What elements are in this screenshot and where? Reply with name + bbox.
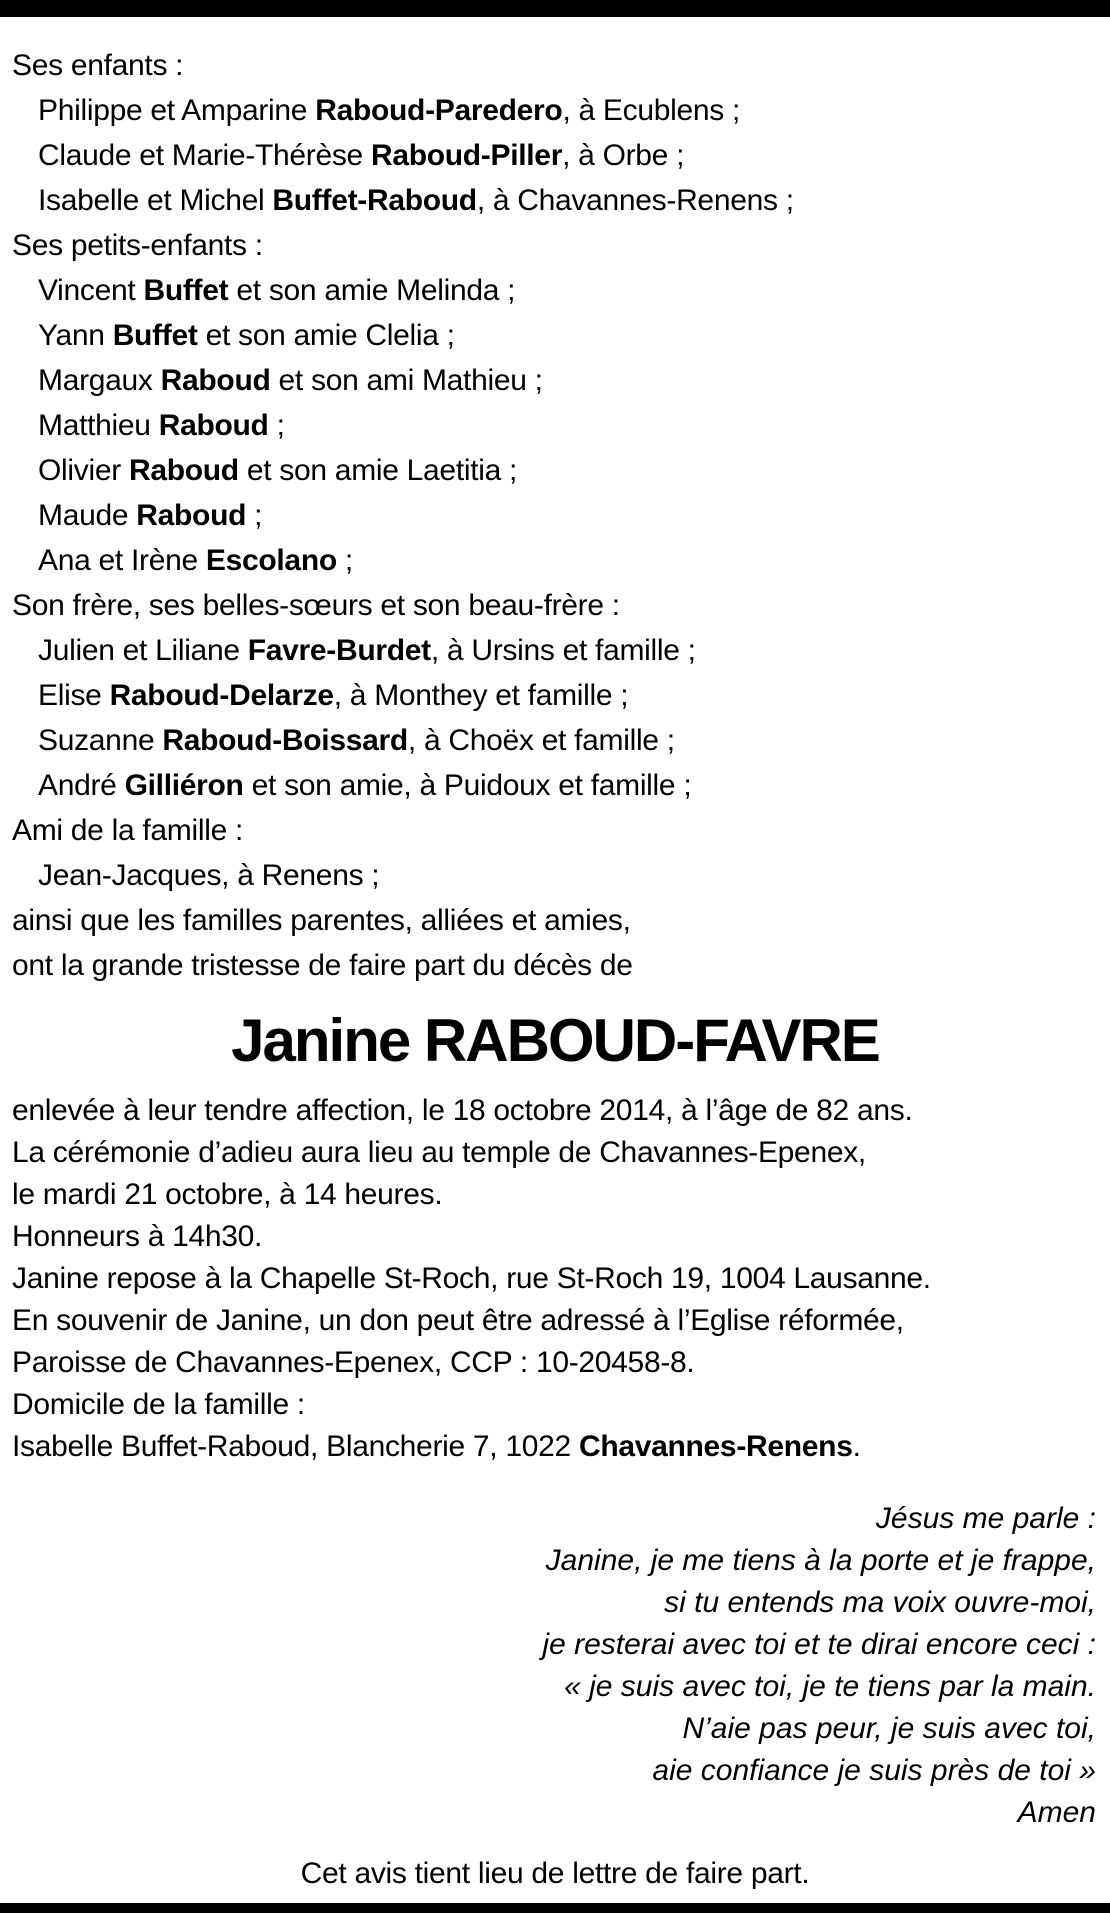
text-segment: et son amie Laetitia ; <box>238 454 518 487</box>
text-segment: , à Choëx et famille ; <box>407 724 675 757</box>
text-segment: et son ami Mathieu ; <box>270 364 543 397</box>
text-segment: Isabelle et Michel <box>38 184 273 217</box>
text-segment: . <box>852 1430 861 1463</box>
text-segment: Son frère, ses belles-sœurs et son beau-frère : <box>12 589 620 622</box>
text-segment: Julien et Liliane <box>38 634 248 667</box>
bottom-border-bar <box>0 1903 1110 1913</box>
detail-line <box>12 1342 1098 1384</box>
family-line <box>12 88 1098 133</box>
surname-bold: Buffet <box>112 319 198 352</box>
text-segment: « je suis avec toi, je te tiens par la main. <box>564 1670 1096 1703</box>
text-segment: le mardi 21 octobre, à 14 heures. <box>12 1178 443 1211</box>
text-segment: Ana et Irène <box>38 544 206 577</box>
text-segment: , à Ursins et famille ; <box>430 634 696 667</box>
text-segment: Ami de la famille : <box>12 814 244 847</box>
detail-line <box>12 1426 1098 1468</box>
family-line <box>12 538 1098 583</box>
deceased-name-title: Janine RABOUD-FAVRE <box>231 1007 879 1074</box>
quote-line <box>12 1498 1096 1540</box>
quote-line <box>12 1666 1096 1708</box>
text-segment: Domicile de la famille : <box>12 1388 305 1421</box>
quote-line <box>12 1792 1096 1834</box>
text-segment: ; <box>246 499 263 532</box>
surname-bold: Raboud <box>136 499 247 532</box>
detail-line <box>12 1132 1098 1174</box>
text-segment: Ses enfants : <box>12 49 184 82</box>
text-segment: Philippe et Amparine <box>38 94 316 127</box>
surname-bold: Buffet <box>143 274 229 307</box>
surname-bold: Raboud <box>160 364 271 397</box>
family-line <box>12 763 1098 808</box>
text-segment: aie confiance je suis près de toi » <box>652 1754 1096 1787</box>
family-line <box>12 673 1098 718</box>
text-segment: , à Monthey et famille ; <box>333 679 629 712</box>
text-segment: Jésus me parle : <box>875 1502 1096 1535</box>
family-line <box>12 133 1098 178</box>
quote-line <box>12 1708 1096 1750</box>
detail-line <box>12 1300 1098 1342</box>
family-line <box>12 493 1098 538</box>
family-line <box>12 583 1098 628</box>
text-segment: Amen <box>1017 1796 1096 1829</box>
surname-bold: Raboud-Piller <box>370 139 563 172</box>
text-segment: ; <box>268 409 285 442</box>
text-segment: Suzanne <box>38 724 163 757</box>
text-segment: Elise <box>38 679 110 712</box>
detail-line <box>12 1258 1098 1300</box>
text-segment: En souvenir de Janine, un don peut être adressé à l’Eglise réformée, <box>12 1304 904 1337</box>
family-line <box>12 313 1098 358</box>
detail-line <box>12 1384 1098 1426</box>
family-list <box>12 43 1098 988</box>
text-segment: Claude et Marie-Thérèse <box>38 139 371 172</box>
text-segment: Janine, je me tiens à la porte et je frappe, <box>545 1544 1096 1577</box>
surname-bold: Gilliéron <box>124 769 244 802</box>
surname-bold: Chavannes-Renens <box>578 1430 853 1463</box>
detail-line <box>12 1090 1098 1132</box>
text-segment: ont la grande tristesse de faire part du décès de <box>12 949 633 982</box>
text-segment: Jean-Jacques, à Renens ; <box>38 859 380 892</box>
family-line <box>12 403 1098 448</box>
family-line <box>12 628 1098 673</box>
family-line <box>12 43 1098 88</box>
text-segment: et son amie, à Puidoux et famille ; <box>243 769 692 802</box>
text-segment: La cérémonie d’adieu aura lieu au temple de Chavannes-Epenex, <box>12 1136 866 1169</box>
detail-line <box>12 1174 1098 1216</box>
text-segment: , à Orbe ; <box>562 139 685 172</box>
text-segment: Yann <box>38 319 113 352</box>
family-line <box>12 853 1098 898</box>
quote-line <box>12 1540 1096 1582</box>
family-line <box>12 358 1098 403</box>
text-segment: Margaux <box>38 364 161 397</box>
top-border-bar <box>0 0 1110 17</box>
surname-bold: Escolano <box>205 544 337 577</box>
text-segment: , à Ecublens ; <box>562 94 741 127</box>
text-segment: Isabelle Buffet-Raboud, Blancherie 7, 1022 <box>12 1430 579 1463</box>
family-line <box>12 808 1098 853</box>
closing-notice: Cet avis tient lieu de lettre de faire part. <box>300 1857 810 1890</box>
memorial-quote <box>12 1498 1098 1834</box>
text-segment: Olivier <box>38 454 129 487</box>
family-line <box>12 898 1098 943</box>
text-segment: et son amie Clelia ; <box>197 319 455 352</box>
family-line <box>12 268 1098 313</box>
text-segment: ainsi que les familles parentes, alliées et amies, <box>12 904 631 937</box>
text-segment: si tu entends ma voix ouvre-moi, <box>664 1586 1096 1619</box>
surname-bold: Buffet-Raboud <box>272 184 477 217</box>
surname-bold: Favre-Burdet <box>247 634 431 667</box>
family-line <box>12 223 1098 268</box>
text-segment: Vincent <box>38 274 144 307</box>
quote-line <box>12 1582 1096 1624</box>
surname-bold: Raboud-Paredero <box>315 94 563 127</box>
text-segment: Honneurs à 14h30. <box>12 1220 263 1253</box>
text-segment: Paroisse de Chavannes-Epenex, CCP : 10-20458-8. <box>12 1346 695 1379</box>
surname-bold: Raboud <box>158 409 269 442</box>
obituary-content <box>0 17 1110 1892</box>
text-segment: Maude <box>38 499 137 532</box>
quote-line <box>12 1750 1096 1792</box>
text-segment: ; <box>336 544 353 577</box>
text-segment: je resterai avec toi et te dirai encore ceci : <box>542 1628 1096 1661</box>
text-segment: Ses petits-enfants : <box>12 229 263 262</box>
family-line <box>12 943 1098 988</box>
announcement-details <box>12 1090 1098 1468</box>
text-segment: André <box>38 769 125 802</box>
text-segment: Matthieu <box>38 409 159 442</box>
surname-bold: Raboud <box>128 454 239 487</box>
family-line <box>12 178 1098 223</box>
family-line <box>12 718 1098 763</box>
family-line <box>12 448 1098 493</box>
text-segment: , à Chavannes-Renens ; <box>476 184 794 217</box>
text-segment: N’aie pas peur, je suis avec toi, <box>682 1712 1096 1745</box>
surname-bold: Raboud-Boissard <box>162 724 408 757</box>
quote-line <box>12 1624 1096 1666</box>
text-segment: Janine repose à la Chapelle St-Roch, rue St-Roch 19, 1004 Lausanne. <box>12 1262 931 1295</box>
detail-line <box>12 1216 1098 1258</box>
surname-bold: Raboud-Delarze <box>109 679 334 712</box>
text-segment: et son amie Melinda ; <box>228 274 516 307</box>
text-segment: enlevée à leur tendre affection, le 18 octobre 2014, à l’âge de 82 ans. <box>12 1094 913 1127</box>
